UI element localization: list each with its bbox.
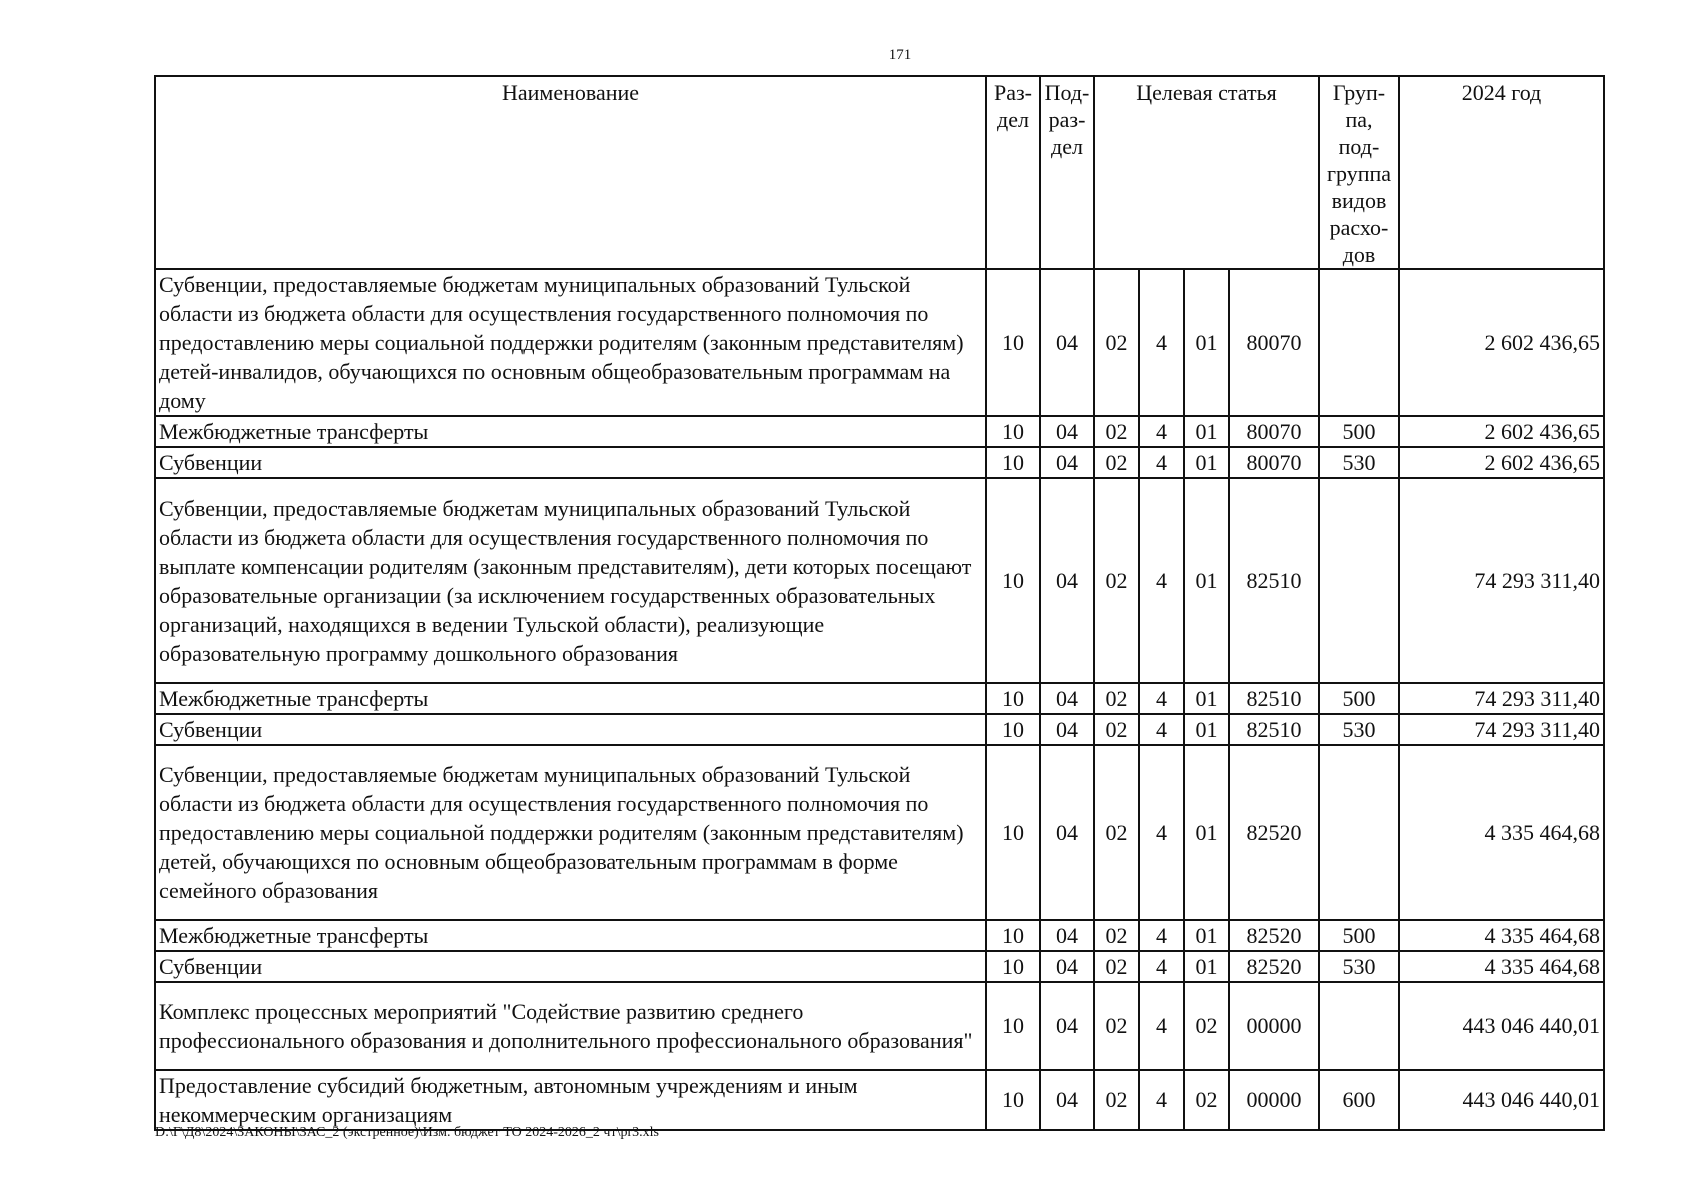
row-expense-group: 600 <box>1319 1070 1399 1130</box>
row-podrazdel: 04 <box>1040 920 1094 951</box>
row-podrazdel: 04 <box>1040 447 1094 478</box>
row-expense-group: 500 <box>1319 683 1399 714</box>
row-name: Субвенции <box>155 447 986 478</box>
row-expense-group <box>1319 982 1399 1070</box>
row-amount: 443 046 440,01 <box>1399 982 1604 1070</box>
row-amount: 443 046 440,01 <box>1399 1070 1604 1130</box>
row-amount: 4 335 464,68 <box>1399 951 1604 982</box>
row-amount: 4 335 464,68 <box>1399 745 1604 920</box>
row-name: Субвенции, предоставляемые бюджетам муниципальных образований Тульской области из бюджета области для осуществления государственного полномочия по предоставлению меры социальной поддержки родителям (законным представителям) детей-инвалидов, обучающихся по основным общеобразовательным программам на дому <box>155 269 986 416</box>
header-year-2024: 2024 год <box>1399 76 1604 269</box>
table-row <box>155 1070 1604 1130</box>
row-amount: 74 293 311,40 <box>1399 714 1604 745</box>
row-target-direction: 82510 <box>1229 714 1319 745</box>
row-amount: 74 293 311,40 <box>1399 683 1604 714</box>
row-target-direction: 82510 <box>1229 478 1319 683</box>
table-row <box>155 951 1604 982</box>
row-razdel: 10 <box>986 269 1040 416</box>
table-row <box>155 478 1604 683</box>
row-target-type: 4 <box>1139 745 1184 920</box>
table-row <box>155 745 1604 920</box>
row-target-program: 02 <box>1094 982 1139 1070</box>
table-header-row <box>155 76 1604 269</box>
row-target-complex: 02 <box>1184 982 1229 1070</box>
row-expense-group: 530 <box>1319 951 1399 982</box>
row-name: Субвенции, предоставляемые бюджетам муниципальных образований Тульской области из бюджета области для осуществления государственного полномочия по предоставлению меры социальной поддержки родителям (законным представителям) детей, обучающихся по основным общеобразовательным программам в форме семейного образования <box>155 745 986 920</box>
row-razdel: 10 <box>986 416 1040 447</box>
row-podrazdel: 04 <box>1040 745 1094 920</box>
row-expense-group <box>1319 269 1399 416</box>
row-target-complex: 01 <box>1184 478 1229 683</box>
row-target-program: 02 <box>1094 951 1139 982</box>
row-target-program: 02 <box>1094 1070 1139 1130</box>
row-razdel: 10 <box>986 982 1040 1070</box>
row-target-direction: 80070 <box>1229 416 1319 447</box>
row-name: Субвенции <box>155 951 986 982</box>
row-razdel: 10 <box>986 447 1040 478</box>
row-razdel: 10 <box>986 683 1040 714</box>
row-target-type: 4 <box>1139 478 1184 683</box>
row-target-program: 02 <box>1094 745 1139 920</box>
row-expense-group: 500 <box>1319 416 1399 447</box>
table-row <box>155 269 1604 416</box>
row-razdel: 10 <box>986 920 1040 951</box>
row-target-direction: 00000 <box>1229 1070 1319 1130</box>
row-name: Субвенции, предоставляемые бюджетам муниципальных образований Тульской области из бюджета области для осуществления государственного полномочия по выплате компенсации родителям (законным представителям), дети которых посещают образовательные организации (за исключением государственных образовательных организаций, находящихся в ведении Тульской области), реализующие образовательную программу дошкольного образования <box>155 478 986 683</box>
row-amount: 2 602 436,65 <box>1399 447 1604 478</box>
row-name: Предоставление субсидий бюджетным, автономным учреждениям и иным некоммерческим организациям <box>155 1070 986 1130</box>
row-name: Межбюджетные трансферты <box>155 683 986 714</box>
row-target-direction: 80070 <box>1229 447 1319 478</box>
row-expense-group: 530 <box>1319 714 1399 745</box>
row-target-complex: 01 <box>1184 416 1229 447</box>
row-target-program: 02 <box>1094 478 1139 683</box>
row-amount: 4 335 464,68 <box>1399 920 1604 951</box>
row-name: Комплекс процессных мероприятий "Содействие развитию среднего профессионального образования и дополнительного профессионального образования" <box>155 982 986 1070</box>
header-expense-group: Груп- па, под- группа видов расхо- дов <box>1319 76 1399 269</box>
table-row <box>155 714 1604 745</box>
row-target-direction: 82520 <box>1229 920 1319 951</box>
row-target-complex: 01 <box>1184 951 1229 982</box>
row-expense-group: 530 <box>1319 447 1399 478</box>
row-target-type: 4 <box>1139 951 1184 982</box>
row-target-type: 4 <box>1139 447 1184 478</box>
row-target-direction: 82510 <box>1229 683 1319 714</box>
row-razdel: 10 <box>986 951 1040 982</box>
row-podrazdel: 04 <box>1040 1070 1094 1130</box>
row-target-complex: 01 <box>1184 920 1229 951</box>
row-target-type: 4 <box>1139 982 1184 1070</box>
row-target-type: 4 <box>1139 269 1184 416</box>
table-row <box>155 920 1604 951</box>
table-row <box>155 683 1604 714</box>
row-podrazdel: 04 <box>1040 714 1094 745</box>
row-expense-group <box>1319 478 1399 683</box>
table-row <box>155 416 1604 447</box>
row-target-type: 4 <box>1139 683 1184 714</box>
header-podrazdel: Под- раз- дел <box>1040 76 1094 269</box>
row-target-program: 02 <box>1094 920 1139 951</box>
row-razdel: 10 <box>986 478 1040 683</box>
row-podrazdel: 04 <box>1040 269 1094 416</box>
row-name: Межбюджетные трансферты <box>155 416 986 447</box>
header-target-article: Целевая статья <box>1094 76 1319 269</box>
row-target-program: 02 <box>1094 714 1139 745</box>
row-target-complex: 01 <box>1184 269 1229 416</box>
budget-table <box>154 75 1605 1131</box>
table-row <box>155 447 1604 478</box>
row-target-direction: 82520 <box>1229 951 1319 982</box>
header-name: Наименование <box>155 76 986 269</box>
row-razdel: 10 <box>986 1070 1040 1130</box>
row-target-complex: 02 <box>1184 1070 1229 1130</box>
row-target-complex: 01 <box>1184 447 1229 478</box>
row-target-type: 4 <box>1139 416 1184 447</box>
row-target-program: 02 <box>1094 683 1139 714</box>
row-target-complex: 01 <box>1184 745 1229 920</box>
row-target-type: 4 <box>1139 920 1184 951</box>
row-razdel: 10 <box>986 745 1040 920</box>
row-target-direction: 00000 <box>1229 982 1319 1070</box>
page-number: 171 <box>888 47 912 63</box>
row-expense-group <box>1319 745 1399 920</box>
row-target-direction: 82520 <box>1229 745 1319 920</box>
row-amount: 74 293 311,40 <box>1399 478 1604 683</box>
row-name: Субвенции <box>155 714 986 745</box>
row-target-type: 4 <box>1139 1070 1184 1130</box>
row-amount: 2 602 436,65 <box>1399 416 1604 447</box>
row-target-direction: 80070 <box>1229 269 1319 416</box>
row-podrazdel: 04 <box>1040 951 1094 982</box>
row-target-program: 02 <box>1094 416 1139 447</box>
row-target-complex: 01 <box>1184 683 1229 714</box>
row-target-complex: 01 <box>1184 714 1229 745</box>
table-row <box>155 982 1604 1070</box>
row-target-program: 02 <box>1094 269 1139 416</box>
row-name: Межбюджетные трансферты <box>155 920 986 951</box>
row-podrazdel: 04 <box>1040 416 1094 447</box>
row-podrazdel: 04 <box>1040 982 1094 1070</box>
header-razdel: Раз- дел <box>986 76 1040 269</box>
row-target-program: 02 <box>1094 447 1139 478</box>
file-path-footer: D:\Г\Д8\2024\ЗАКОНЫ\ЗАС_2 (экстренное)\Изм. бюджет ТО 2024-2026_2 чт\pr3.xls <box>155 1125 659 1140</box>
row-podrazdel: 04 <box>1040 478 1094 683</box>
row-razdel: 10 <box>986 714 1040 745</box>
row-expense-group: 500 <box>1319 920 1399 951</box>
row-amount: 2 602 436,65 <box>1399 269 1604 416</box>
row-target-type: 4 <box>1139 714 1184 745</box>
row-podrazdel: 04 <box>1040 683 1094 714</box>
